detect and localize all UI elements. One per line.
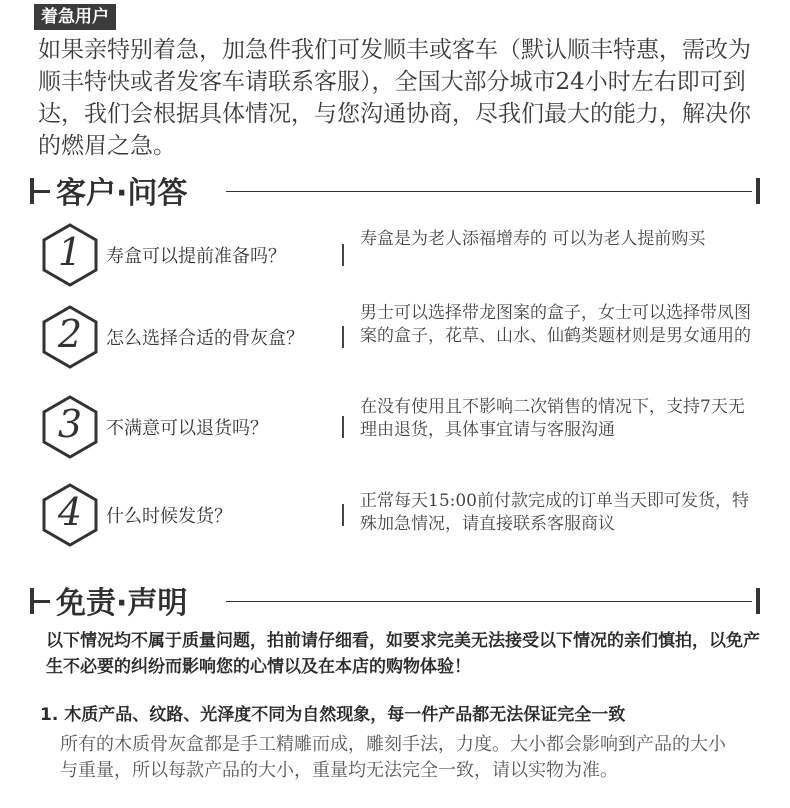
qa-number: 4 bbox=[57, 490, 83, 534]
header-right-bar bbox=[756, 588, 760, 614]
header-dash bbox=[34, 190, 50, 193]
qa-answer: 正常每天15:00前付款完成的订单当天即可发货，特殊加急情况，请直接联系客服商议 bbox=[360, 491, 749, 534]
qa-section-title: 客户·问答 bbox=[56, 176, 188, 211]
qa-question: 不满意可以退货吗？ bbox=[106, 418, 268, 439]
header-rule bbox=[226, 191, 752, 192]
qa-answer: 男士可以选择带龙图案的盒子，女士可以选择带凤图案的盒子，花草、山水、仙鹤类题材则是男女通用的 bbox=[360, 303, 751, 346]
urgent-badge: 着急用户 bbox=[34, 4, 116, 30]
disclaimer-intro: 以下情况均不属于质量问题，拍前请仔细看，如要求完美无法接受以下情况的亲们慎拍，以免产生不必要的纠纷而影响您的心情以及在本店的购物体验！ bbox=[46, 631, 760, 677]
header-rule bbox=[226, 601, 752, 602]
qa-item bbox=[40, 304, 760, 374]
qa-separator bbox=[342, 244, 344, 266]
qa-separator bbox=[342, 416, 344, 438]
qa-section-header bbox=[30, 174, 760, 214]
qa-separator bbox=[342, 504, 344, 526]
disclaimer-item-title: 1. 木质产品、纹路、光泽度不同为自然现象，每一件产品都无法保证完全一致 bbox=[40, 705, 626, 725]
qa-answer: 寿盒是为老人添福增寿的 可以为老人提前购买 bbox=[360, 229, 706, 249]
disclaimer-section-header bbox=[30, 584, 760, 624]
qa-question: 寿盒可以提前准备吗？ bbox=[106, 246, 286, 267]
qa-separator bbox=[342, 326, 344, 348]
hexagon-number-badge bbox=[40, 304, 100, 370]
qa-number: 2 bbox=[57, 312, 83, 356]
header-right-bar bbox=[756, 178, 760, 204]
disclaimer-item-text: 所有的木质骨灰盒都是手工精雕而成，雕刻手法，力度。大小都会影响到产品的大小与重量，所以每款产品的大小，重量均无法完全一致，请以实物为准。 bbox=[60, 734, 726, 781]
qa-item bbox=[40, 222, 760, 292]
qa-number: 3 bbox=[57, 402, 83, 446]
qa-item bbox=[40, 394, 760, 464]
qa-question: 什么时候发货？ bbox=[106, 506, 232, 527]
urgent-notice-text: 如果亲特别着急，加急件我们可发顺丰或客车（默认顺丰特惠，需改为顺丰特快或者发客车请联系客服），全国大部分城市24小时左右即可到达，我们会根据具体情况，与您沟通协商，尽我们最大的能力，解决你的燃眉之急。 bbox=[38, 37, 751, 159]
qa-item bbox=[40, 482, 760, 552]
disclaimer-section-title: 免责·声明 bbox=[56, 586, 188, 621]
qa-answer: 在没有使用且不影响二次销售的情况下，支持7天无理由退货，具体事宜请与客服沟通 bbox=[360, 397, 745, 440]
qa-question: 怎么选择合适的骨灰盒？ bbox=[106, 328, 304, 349]
header-dash bbox=[34, 600, 50, 603]
hexagon-number-badge bbox=[40, 394, 100, 460]
hexagon-number-badge bbox=[40, 482, 100, 548]
qa-number: 1 bbox=[57, 230, 83, 274]
hexagon-number-badge bbox=[40, 222, 100, 288]
